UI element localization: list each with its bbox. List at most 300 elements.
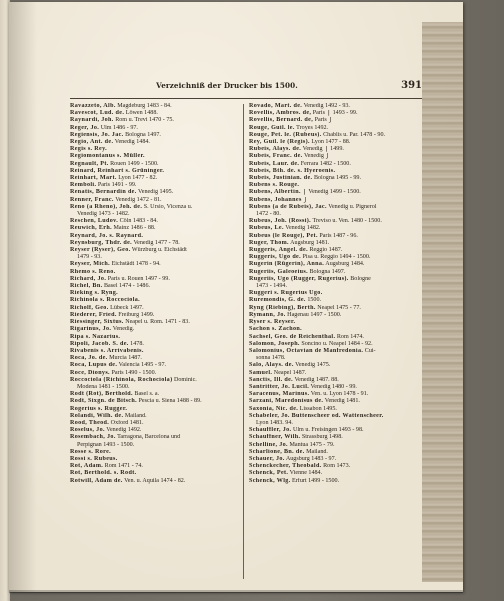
printer-name: Schabeler, Jo. Buttenscheer od. Wattenscheer. <box>249 412 384 419</box>
index-entry <box>249 211 421 218</box>
printer-name: Rigarinus, Jo. <box>70 326 112 333</box>
index-entry <box>70 312 242 319</box>
printer-details: sonna 1478. <box>256 355 286 362</box>
printer-name: Renatis, Bernardin de. <box>70 189 137 196</box>
printer-details: Freiburg 1499. <box>116 311 155 318</box>
printer-details: Lyon 1483. 94. <box>256 419 293 426</box>
printer-details: Venedig 1484. <box>113 139 150 146</box>
printer-details: Venedig ⎫ 1499. <box>301 146 344 153</box>
printer-details: Basel s. a. <box>132 391 160 398</box>
printer-details: Lübeck 1497. <box>108 304 144 311</box>
printer-name: Rosembach, Jo. <box>70 434 116 441</box>
index-entry <box>249 319 421 326</box>
index-entry <box>70 434 242 441</box>
printer-name: Rymann, Jo. <box>249 311 286 318</box>
printer-name: Regio, Ant. de. <box>70 139 114 146</box>
index-entry <box>249 283 421 290</box>
index-entry <box>249 110 421 117</box>
printer-details: Chablis u. Par. 1478 - 90. <box>321 131 386 138</box>
printer-name: Rovado, Mart. de. <box>249 103 303 109</box>
index-entry <box>70 175 242 182</box>
printer-name: Rotwill, Adam de. <box>70 477 123 484</box>
printer-details: Basel 1474 - 1486. <box>102 283 151 290</box>
printer-name: Rubeis, Franc. de. <box>249 153 303 160</box>
index-entry <box>70 254 242 261</box>
printer-name: Ravescot, Lud. de. <box>70 110 125 117</box>
printer-details: Magdeburg 1483 - 84. <box>115 103 172 109</box>
page-number: 391 <box>401 80 422 91</box>
index-entry <box>70 478 242 485</box>
printer-name: Reyser (Ryser), Geo. <box>70 247 131 254</box>
printer-name: Rubeis, Alays. de. <box>249 146 302 153</box>
printer-name: Richinola s. Roccociola. <box>70 297 141 304</box>
printer-details: Rouen 1499 - 1500. <box>108 160 159 167</box>
printer-name: Rosse s. Rore. <box>70 448 112 455</box>
index-entry <box>70 377 242 384</box>
printer-details: Eichstädt 1478 - 94. <box>110 261 161 268</box>
printer-details: Venedig 1481. <box>323 398 360 405</box>
printer-details: Neapel 1487. <box>272 369 307 376</box>
index-entry <box>249 449 421 456</box>
printer-name: Rubeis, Justinian. de. <box>249 175 313 182</box>
printer-name: Sachon s. Zachon. <box>249 326 303 333</box>
index-entry <box>249 247 421 254</box>
printer-name: Reyser, Mich. <box>70 261 111 268</box>
index-entry <box>70 305 242 312</box>
printer-details: Würzburg u. Eichstädt <box>130 247 187 254</box>
printer-details: Venedig 1480 - 99. <box>309 383 357 390</box>
printer-name: Rubens s. Rouge. <box>249 182 300 189</box>
index-entry <box>70 420 242 427</box>
printer-details: Cöln 1483 - 84. <box>118 218 158 225</box>
index-entry <box>70 197 242 204</box>
index-entry <box>70 283 242 290</box>
index-entry <box>249 384 421 391</box>
index-entry <box>249 341 421 348</box>
printer-name: Sarzani, Maredonisus de. <box>249 398 324 405</box>
printer-name: Rouge, Pet. le. (Rubeus). <box>249 131 322 138</box>
printer-name: Rubeus (le Rouge), Pet. <box>249 232 318 239</box>
index-entry <box>70 391 242 398</box>
printer-name: Schauer, Jo. <box>249 455 285 462</box>
index-entry <box>249 189 421 196</box>
printer-name: Scharlione, Bn. de. <box>249 448 305 455</box>
printer-name: Ruggeris, Ugo de. <box>249 254 301 261</box>
printer-name: Roca, Jo. de. <box>70 355 108 362</box>
printer-details: Erfurt 1499 - 1500. <box>290 477 340 484</box>
printer-details: Ulm 1486 - 97. <box>99 124 138 131</box>
index-entry <box>70 146 242 153</box>
printer-name: Rugeriis, Galeoeius. <box>249 268 308 275</box>
printer-name: Riessinger, Sixtus. <box>70 319 124 326</box>
printer-name: Rubens, Johannes <box>249 196 302 203</box>
printer-details: Valencia 1495 - 97. <box>117 362 167 369</box>
index-entry <box>249 326 421 333</box>
printer-details: Perpignan 1493 - 1500. <box>77 441 135 448</box>
printer-details: Augsburg 1483 - 97. <box>284 455 337 462</box>
printer-details: 1472 - 80. <box>256 211 281 218</box>
running-title: Verzeichniß der Drucker bis 1500. <box>156 81 298 90</box>
printer-details: 1479 - 93. <box>77 254 102 261</box>
printer-name: Reinard, Reinhart s. Grüninger. <box>70 167 165 174</box>
printer-name: Saracenus, Marinus. <box>249 391 310 398</box>
printer-details: Paris u. Rouen 1497 - 99. <box>106 275 170 282</box>
printer-name: Rovellis, Bernard. de, <box>249 117 314 124</box>
index-entry <box>70 406 242 413</box>
printer-details: Pescia u. Siena 1488 - 89. <box>136 398 202 405</box>
printer-name: Regis s. Rey. <box>70 146 108 153</box>
index-entry <box>70 247 242 254</box>
printer-details: Lyon 1477 - 88. <box>309 139 351 146</box>
printer-details: Murcia 1487. <box>107 355 142 362</box>
index-entry <box>70 297 242 304</box>
printer-details: Bologne <box>348 275 371 282</box>
printer-name: Rieking s. Ryng. <box>70 290 119 297</box>
printer-details: 1473 - 1494. <box>256 283 287 290</box>
printer-details: 1500. <box>305 297 322 304</box>
printer-name: Ryser s. Reyser. <box>249 319 296 326</box>
printer-name: Schauffler, Jo. <box>249 427 292 434</box>
printer-name: Rivabenis s. Arrivabenis. <box>70 347 144 354</box>
printer-details: Venedig 1475. <box>293 362 331 369</box>
printer-name: Rubens (a de Rubeis), Jac. <box>249 203 327 210</box>
index-entry <box>70 132 242 139</box>
printer-details: Venedig 1482. <box>283 225 321 232</box>
printer-details: Mailand. <box>123 412 147 419</box>
index-entry <box>70 211 242 218</box>
index-entry <box>70 463 242 470</box>
index-entry <box>70 218 242 225</box>
index-entry <box>70 334 242 341</box>
index-entry <box>249 355 421 362</box>
printer-name: Reger, Jo. <box>70 124 100 131</box>
printer-details: Vienne 1484. <box>288 470 323 477</box>
printer-name: Rhemo s. Reno. <box>70 268 116 275</box>
printer-name: Ruger, Thom. <box>249 239 289 246</box>
printer-name: Riederer, Fried. <box>70 311 117 318</box>
index-entry <box>249 413 421 420</box>
printer-details: Venedig. <box>111 326 135 333</box>
index-entry <box>70 125 242 132</box>
printer-name: Schenck, Pet. <box>249 470 289 477</box>
index-entry <box>249 197 421 204</box>
printer-name: Roca, Lupus de. <box>70 362 118 369</box>
index-entry <box>70 362 242 369</box>
printer-details: Rom 1473. <box>321 463 351 470</box>
printer-name: Saxonia, Nic. de. <box>249 405 299 412</box>
printer-details: S. Ursio, Vicenza u. <box>142 203 193 210</box>
index-entry <box>70 326 242 333</box>
printer-details: Reggio 1487. <box>307 247 343 254</box>
printer-details: Mainz 1486 - 88. <box>111 225 156 232</box>
printer-name: Ripa s. Nazarius. <box>70 333 121 340</box>
printer-name: Rey, Guil. le (Regis). <box>249 139 310 146</box>
printer-name: Richel, Bn. <box>70 283 103 290</box>
index-entry <box>249 297 421 304</box>
printer-details: Ulm u. Freisingen 1493 - 98. <box>291 427 364 434</box>
index-entry <box>70 370 242 377</box>
printer-name: Rubeus, Le. <box>249 225 284 232</box>
index-entry <box>249 290 421 297</box>
index-entry <box>249 240 421 247</box>
index-entry <box>70 110 242 117</box>
printer-name: Sachsel, Geo. de Reichenthal. <box>249 333 336 340</box>
index-entry <box>70 398 242 405</box>
printer-name: Schenck, Wlg. <box>249 477 291 484</box>
printer-details: Augsburg 1481. <box>288 239 330 246</box>
printer-details: Rom 1471 - 74. <box>103 463 143 470</box>
printer-details: Lissabon 1495. <box>298 405 337 412</box>
index-entry <box>70 290 242 297</box>
printer-details: Ven. u. Aquila 1474 - 82. <box>122 477 186 484</box>
printer-name: Rood, Theod. <box>70 419 110 426</box>
printer-name: Roce, Dionys. <box>70 369 110 376</box>
index-entry <box>249 348 421 355</box>
printer-details: Pisa u. Reggio 1494 - 1500. <box>301 254 371 261</box>
index-entry <box>249 312 421 319</box>
index-entry <box>249 182 421 189</box>
index-entry <box>70 117 242 124</box>
printer-name: Ruggeri s. Rugerius Ugo. <box>249 290 323 297</box>
printer-details: Modena 1481 - 1500. <box>77 383 130 390</box>
index-entry <box>249 463 421 470</box>
printer-name: Ryng (Riebing), Berth. <box>249 304 316 311</box>
printer-details: Bologna 1495 - 99. <box>312 175 361 182</box>
printer-details: Venedig 1492 - 93. <box>302 103 350 109</box>
printer-name: Raynardi, Joh. <box>70 117 114 124</box>
printer-details: Lyon 1477 - 82. <box>116 175 158 182</box>
header-rule <box>70 98 422 99</box>
index-entry <box>249 139 421 146</box>
printer-details: Bologna 1497. <box>123 131 161 138</box>
printer-details: Paris 1491 - 99. <box>96 182 137 189</box>
index-entry <box>249 370 421 377</box>
index-entry <box>249 125 421 132</box>
printer-details: Venedig 1472 - 81. <box>113 196 162 203</box>
index-entry <box>249 334 421 341</box>
printer-name: Rugerin (Rügerin), Anna. <box>249 261 325 268</box>
printer-name: Roselus, Jo. <box>70 427 105 434</box>
printer-details: Troyes 1492. <box>294 124 329 131</box>
printer-name: Rot, Adam. <box>70 463 104 470</box>
printer-details: Soncino u. Neapel 1484 - 92. <box>299 340 373 347</box>
printer-details: Mailand. <box>304 448 328 455</box>
printer-details: Paris ⎫ 1493 - 99. <box>311 110 358 117</box>
index-entry <box>249 168 421 175</box>
printer-name: Rodt, Sixgn. de Bitsch. <box>70 398 137 405</box>
index-entry <box>249 117 421 124</box>
index-entry <box>249 218 421 225</box>
index-entry <box>249 442 421 449</box>
index-entry <box>70 233 242 240</box>
index-entry <box>249 478 421 485</box>
printer-name: Regiomontanus s. Müller. <box>70 153 145 160</box>
printer-details: Venedig 1495. <box>136 189 174 196</box>
index-entry <box>249 204 421 211</box>
index-entry <box>249 103 421 110</box>
index-entry <box>249 175 421 182</box>
column-divider <box>243 104 244 579</box>
printer-details: Neapel 1475 - 77. <box>315 304 361 311</box>
index-entry <box>249 269 421 276</box>
index-entry <box>70 384 242 391</box>
printer-details: Venedig ⎭ <box>302 153 331 160</box>
index-entry <box>70 449 242 456</box>
index-entry <box>70 348 242 355</box>
printer-name: Schauffner, Wilh. <box>249 434 301 441</box>
printer-name: Rubens, Albertin. <box>249 189 301 196</box>
printer-name: Salo, Alays. de. <box>249 362 294 369</box>
printer-name: Richard, Jo. <box>70 275 107 282</box>
index-entry <box>249 377 421 384</box>
printer-name: Ravazzeto, Alb. <box>70 103 116 109</box>
printer-details: Mantua 1475 - 79. <box>287 441 335 448</box>
printer-name: Ruremondis, G. de. <box>249 297 306 304</box>
index-entry <box>70 225 242 232</box>
index-entry <box>70 269 242 276</box>
printer-details: ⎭ <box>301 196 308 203</box>
index-entry <box>70 240 242 247</box>
index-entry <box>249 276 421 283</box>
printer-name: Schenckecher, Theobald. <box>249 463 322 470</box>
index-entry <box>249 470 421 477</box>
index-entry <box>249 146 421 153</box>
printer-name: Schelline, Jo. <box>249 441 288 448</box>
frayed-page-edge <box>422 22 463 582</box>
printer-details: Dominic. <box>172 376 197 383</box>
index-entry <box>70 413 242 420</box>
index-entry <box>70 341 242 348</box>
index-entry <box>249 153 421 160</box>
index-entry <box>249 305 421 312</box>
index-entry <box>70 319 242 326</box>
printer-details: Paris 1490 - 1500. <box>109 369 157 376</box>
printer-details: Venedig 1473 - 1482. <box>77 211 130 218</box>
index-entry <box>70 204 242 211</box>
index-entry <box>70 161 242 168</box>
printer-details: Ven. u. Lyon 1478 - 91. <box>309 391 369 398</box>
printer-name: Rouge, Guil. le. <box>249 124 295 131</box>
index-entry <box>249 254 421 261</box>
index-entry <box>249 434 421 441</box>
index-entry <box>249 132 421 139</box>
index-entry <box>249 362 421 369</box>
printer-details: Venedig 1477 - 78. <box>132 239 180 246</box>
printer-details: Oxford 1481. <box>109 419 144 426</box>
printer-name: Renner, Franc. <box>70 196 114 203</box>
printer-name: Reinhart, Mart. <box>70 175 117 182</box>
index-entry <box>249 406 421 413</box>
printer-name: Reno (a Rheno), Joh. de. <box>70 203 143 210</box>
printer-name: Rubeus, Joh. (Rossi). <box>249 218 312 225</box>
printer-name: Ruggeris, Angel. de. <box>249 247 308 254</box>
printer-name: Rot, Berthold. s. Rodt. <box>70 470 137 477</box>
index-entry <box>249 225 421 232</box>
printer-name: Regiensis, Jo. Jac. <box>70 131 124 138</box>
printer-details: Venedig u. Pignerol <box>326 203 377 210</box>
printer-name: Sanctis, Ill. de. <box>249 376 294 383</box>
printer-details: Venedig 1487. 88. <box>293 376 339 383</box>
printer-name: Rogerius s. Rugger. <box>70 405 128 412</box>
printer-details: Neapel u. Rom. 1471 - 83. <box>123 319 190 326</box>
printer-details: Treviso u. Ven. 1480 - 1500. <box>311 218 382 225</box>
index-entry <box>70 168 242 175</box>
printer-details: Venedig 1492. <box>104 427 142 434</box>
printer-details: Tarragona, Barcelona und <box>115 434 181 441</box>
printer-details: Cui- <box>363 347 376 354</box>
printer-details: Paris ⎭ <box>313 117 333 124</box>
printer-details: 1478. <box>128 340 144 347</box>
printer-name: Rossi s. Rubeus. <box>70 455 118 462</box>
printer-name: Rugeriis, Ugo (Rugger, Rugerius). <box>249 275 349 282</box>
printer-details: Löwen 1488. <box>124 110 158 117</box>
right-column <box>249 103 421 485</box>
printer-name: Reynard, Jo. s. Raynard. <box>70 232 144 239</box>
index-entry <box>249 398 421 405</box>
left-column <box>70 103 242 485</box>
printer-name: Salomon, Joseph. <box>249 340 300 347</box>
index-entry <box>70 189 242 196</box>
index-entry <box>249 391 421 398</box>
index-entry <box>249 420 421 427</box>
printer-name: Rolandi, Wilh. de. <box>70 412 124 419</box>
index-entry <box>70 442 242 449</box>
printer-name: Ripoli, Jacob. S. de. <box>70 340 129 347</box>
printer-name: Roccociola (Richinola, Rochociola) <box>70 376 173 383</box>
printer-details: Rom 1474. <box>335 333 364 340</box>
index-entry <box>249 456 421 463</box>
printer-name: Remboli. <box>70 182 97 189</box>
printer-details: Strassburg 1498. <box>300 434 343 441</box>
index-entry <box>70 182 242 189</box>
printer-details: Paris 1487 - 96. <box>317 232 358 239</box>
printer-name: Salomonius, Octavian de Manfredonia. <box>249 347 364 354</box>
running-header <box>62 81 422 97</box>
page-bottom-shadow <box>9 590 463 593</box>
printer-name: Richolf, Geo. <box>70 304 109 311</box>
page-gutter-shadow <box>9 2 37 592</box>
printer-details: Rom u. Trevi 1470 - 75. <box>113 117 174 124</box>
printer-name: Regnault, Pt. <box>70 160 109 167</box>
index-entry <box>70 103 242 110</box>
index-entry <box>70 276 242 283</box>
printer-name: Santritter, Jo. Lucil. <box>249 383 310 390</box>
printer-name: Samuel. <box>249 369 273 376</box>
printer-name: Rubeis, Bth. de. s. Hyeroenis. <box>249 167 336 174</box>
index-entry <box>70 261 242 268</box>
index-entry <box>70 470 242 477</box>
index-entry <box>249 233 421 240</box>
index-entry <box>70 427 242 434</box>
printer-details: Bologna 1497. <box>307 268 346 275</box>
index-entry <box>249 427 421 434</box>
index-entry <box>70 139 242 146</box>
index-entry <box>70 355 242 362</box>
printer-name: Reschen, Ludov. <box>70 218 119 225</box>
printer-details: ⎫ Venedig 1499 - 1500. <box>300 189 361 196</box>
printer-details: Hagenau 1497 - 1500. <box>285 311 342 318</box>
index-entry <box>70 456 242 463</box>
printer-name: Rubeis, Laur. de. <box>249 160 300 167</box>
printer-name: Rodt (Rot), Berthold. <box>70 391 133 398</box>
index-entry <box>70 153 242 160</box>
index-entry <box>249 261 421 268</box>
printer-details: Ferrara 1482 - 1500. <box>299 160 351 167</box>
printer-name: Rovellis, Ambros. de, <box>249 110 312 117</box>
index-entry <box>249 161 421 168</box>
printer-name: Reynsburg, Thdr. de. <box>70 239 133 246</box>
printer-details: Augsburg 1484. <box>324 261 365 268</box>
